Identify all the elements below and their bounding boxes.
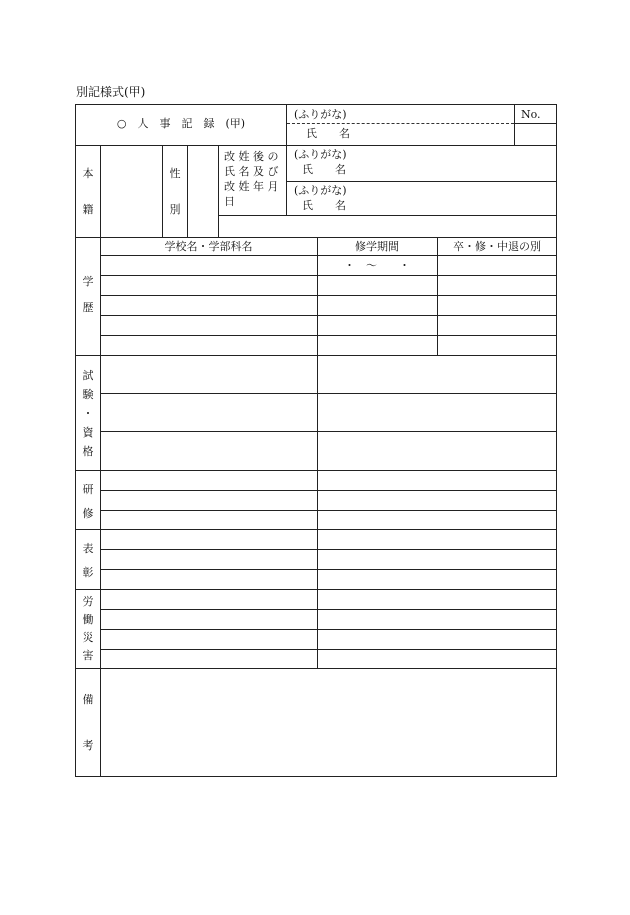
accident-label-4: 害	[82, 649, 94, 662]
exam-label-3: ・	[82, 407, 94, 420]
name-change-label-4: 日	[224, 195, 235, 208]
accident-label-2: 働	[82, 613, 94, 626]
honseki-label-1: 本	[82, 167, 94, 180]
col-period-header: 修学期間	[355, 240, 399, 253]
header-furigana-label: (ふりがな)	[294, 108, 347, 121]
col-school-header: 学校名・学部科名	[164, 240, 253, 253]
changed-name-label-2: 氏 名	[302, 199, 346, 212]
col-status-header: 卒・修・中退の別	[453, 240, 541, 253]
period-template: ・ ～ ・	[344, 259, 410, 272]
form-caption: 別記様式(甲)	[76, 85, 146, 99]
training-label-2: 修	[82, 507, 94, 520]
header-name-label: 氏 名	[306, 127, 350, 140]
education-label-2: 歴	[82, 301, 94, 314]
changed-furigana-label-1: (ふりがな)	[294, 148, 347, 161]
exam-label-1: 試	[82, 369, 94, 382]
name-change-label-3: 改 姓 年 月	[224, 180, 279, 193]
education-label-1: 学	[82, 275, 94, 288]
training-label-1: 研	[82, 483, 94, 496]
remarks-label-2: 考	[82, 739, 94, 752]
honseki-label-2: 籍	[82, 203, 94, 216]
award-label-2: 彰	[82, 566, 94, 579]
exam-label-5: 格	[82, 445, 94, 458]
exam-label-4: 資	[82, 426, 94, 439]
award-label-1: 表	[82, 542, 94, 555]
exam-label-2: 験	[82, 388, 94, 401]
record-number-label: No.	[521, 108, 541, 121]
accident-label-1: 労	[82, 595, 94, 608]
gender-label-1: 性	[169, 167, 181, 180]
gender-label-2: 別	[169, 203, 181, 216]
changed-name-label-1: 氏 名	[302, 163, 346, 176]
changed-furigana-label-2: (ふりがな)	[294, 184, 347, 197]
remarks-label-1: 備	[82, 693, 94, 706]
form-title: ○ 人 事 記 録 (甲)	[116, 117, 246, 130]
name-change-label-2: 氏 名 及 び	[224, 165, 279, 178]
personnel-record-form	[75, 104, 557, 777]
accident-label-3: 災	[82, 631, 94, 644]
name-change-label-1: 改 姓 後 の	[224, 150, 279, 163]
